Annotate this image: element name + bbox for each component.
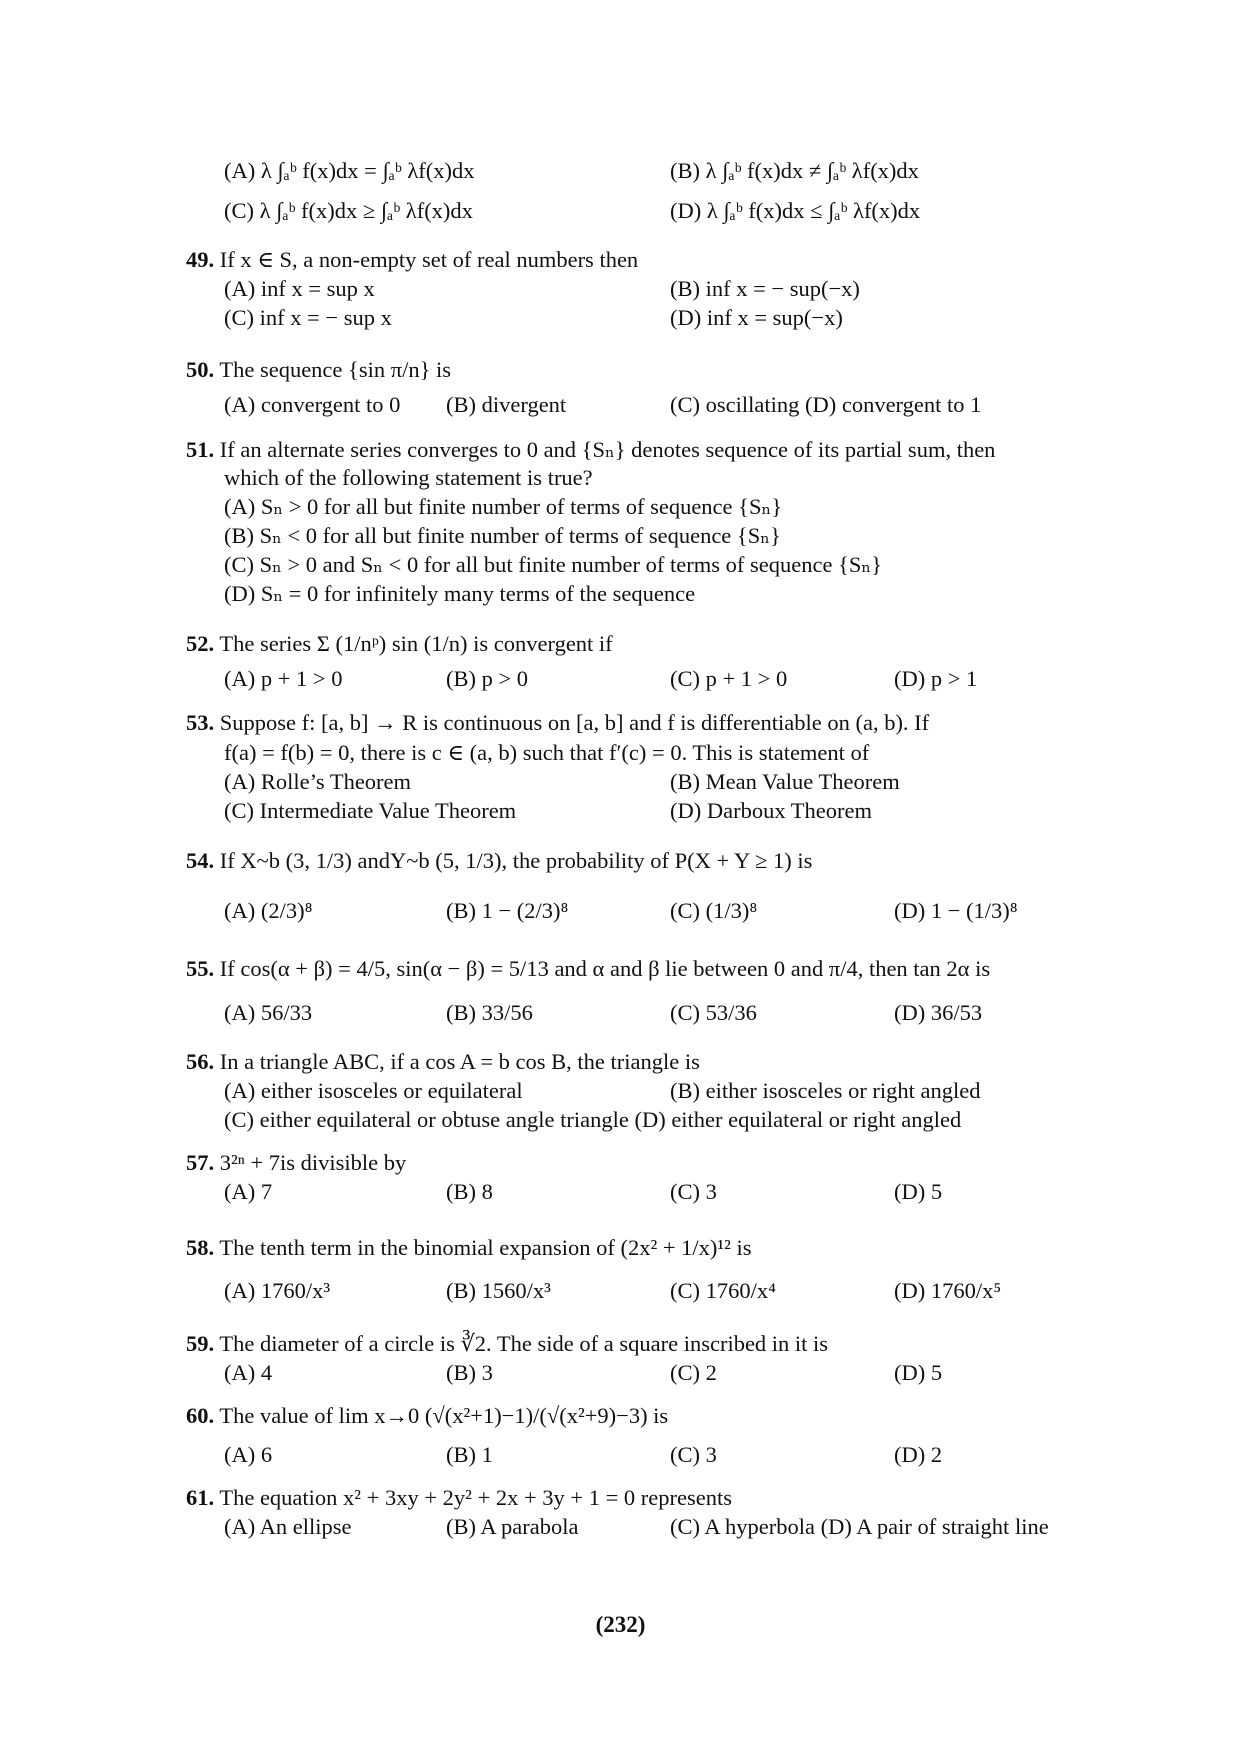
question-57	[186, 1152, 406, 1175]
option-text: (A) 1760/x³	[224, 1278, 331, 1303]
option-text: (A) Rolle’s Theorem	[224, 769, 412, 794]
option-text: (B) A parabola	[446, 1514, 579, 1539]
option-line-48: (B) λ ∫ₐᵇ f(x)dx ≠ ∫ₐᵇ λf(x)dx	[670, 158, 919, 183]
question-stem: The value of lim x→0 (√(x²+1)−1)/(√(x²+9)−3) is	[214, 1403, 669, 1428]
option-text: (C) 2	[670, 1360, 717, 1385]
option-text: (A) 4	[224, 1360, 273, 1385]
question-stem: The series Σ (1/nᵖ) sin (1/n) is convergent if	[214, 631, 613, 656]
option-text: (A) 56/33	[224, 1000, 313, 1025]
question-number: 57.	[186, 1150, 215, 1175]
question-number: 61.	[186, 1485, 215, 1510]
question-61	[186, 1487, 732, 1510]
question-number: 52.	[186, 631, 215, 656]
option-text: (C) A hyperbola (D) A pair of straight line	[670, 1514, 1049, 1539]
question-stem: If an alternate series converges to 0 and {Sₙ} denotes sequence of its partial sum, then	[214, 437, 996, 462]
option-text: (C) 53/36	[670, 1000, 757, 1025]
question-number: 56.	[186, 1049, 215, 1074]
option-text: (D) 36/53	[894, 1000, 983, 1025]
question-stem: If X~b (3, 1/3) andY~b (5, 1/3), the probability of P(X + Y ≥ 1) is	[214, 848, 813, 873]
option-text: which of the following statement is true?	[224, 465, 593, 490]
option-text: (B) 33/56	[446, 1000, 533, 1025]
option-text: (C) oscillating (D) convergent to 1	[670, 392, 982, 417]
option-text: (D) Sₙ = 0 for infinitely many terms of the sequence	[224, 581, 696, 606]
option-text: (A) 7	[224, 1179, 273, 1204]
option-text: (D) Darboux Theorem	[670, 798, 873, 823]
option-text: (A) inf x = sup x	[224, 276, 375, 301]
option-text: (B) 8	[446, 1179, 493, 1204]
question-stem: 3²ⁿ + 7is divisible by	[214, 1150, 407, 1175]
option-text: (D) 1760/x⁵	[894, 1278, 1002, 1303]
option-text: (B) 1 − (2/3)⁸	[446, 898, 569, 923]
question-number: 53.	[186, 710, 215, 735]
page-number: (232)	[595, 1612, 646, 1637]
question-stem: The diameter of a circle is ∛2. The side of a square inscribed in it is	[214, 1331, 829, 1356]
question-50	[186, 359, 451, 382]
option-text: (A) 6	[224, 1442, 273, 1467]
option-text: (C) 1760/x⁴	[670, 1278, 776, 1303]
question-51	[186, 439, 995, 462]
question-56	[186, 1051, 700, 1074]
question-number: 55.	[186, 956, 215, 981]
question-59	[186, 1333, 828, 1356]
question-53	[186, 712, 929, 735]
option-text: (D) inf x = sup(−x)	[670, 305, 843, 330]
question-stem: In a triangle ABC, if a cos A = b cos B, the triangle is	[214, 1049, 700, 1074]
option-text: (B) either isosceles or right angled	[670, 1078, 981, 1103]
question-stem: The sequence {sin π/n} is	[214, 357, 452, 382]
question-49	[186, 249, 638, 272]
option-text: (B) Mean Value Theorem	[670, 769, 900, 794]
option-text: (A) either isosceles or equilateral	[224, 1078, 523, 1103]
question-number: 49.	[186, 247, 215, 272]
option-text: (A) p + 1 > 0	[224, 666, 343, 691]
option-text: (C) either equilateral or obtuse angle triangle (D) either equilateral or right angled	[224, 1107, 962, 1132]
option-line-48: (D) λ ∫ₐᵇ f(x)dx ≤ ∫ₐᵇ λf(x)dx	[670, 198, 921, 223]
option-text: (D) 5	[894, 1360, 943, 1385]
option-text: (C) Intermediate Value Theorem	[224, 798, 517, 823]
question-55	[186, 958, 990, 981]
option-text: (D) 5	[894, 1179, 943, 1204]
question-58	[186, 1237, 752, 1260]
option-line-48: (A) λ ∫ₐᵇ f(x)dx = ∫ₐᵇ λf(x)dx	[224, 158, 475, 183]
question-number: 59.	[186, 1331, 215, 1356]
question-stem: The equation x² + 3xy + 2y² + 2x + 3y + 1 = 0 represents	[214, 1485, 733, 1510]
question-number: 51.	[186, 437, 215, 462]
question-54	[186, 850, 812, 873]
question-60	[186, 1405, 668, 1428]
option-text: (D) 1 − (1/3)⁸	[894, 898, 1018, 923]
question-number: 54.	[186, 848, 215, 873]
question-number: 50.	[186, 357, 215, 382]
option-text: (D) p > 1	[894, 666, 978, 691]
option-text: (A) convergent to 0	[224, 392, 401, 417]
question-52	[186, 633, 613, 656]
option-text: f(a) = f(b) = 0, there is c ∈ (a, b) such that f′(c) = 0. This is statement of	[224, 740, 870, 765]
option-line-48: (C) λ ∫ₐᵇ f(x)dx ≥ ∫ₐᵇ λf(x)dx	[224, 198, 473, 223]
option-text: (B) divergent	[446, 392, 567, 417]
question-number: 58.	[186, 1235, 215, 1260]
option-text: (A) Sₙ > 0 for all but finite number of terms of sequence {Sₙ}	[224, 494, 783, 519]
option-text: (B) 3	[446, 1360, 493, 1385]
option-text: (B) inf x = − sup(−x)	[670, 276, 860, 301]
option-text: (C) inf x = − sup x	[224, 305, 392, 330]
option-text: (C) 3	[670, 1179, 717, 1204]
question-stem: Suppose f: [a, b] → R is continuous on [a, b] and f is differentiable on (a, b). If	[214, 710, 930, 735]
option-text: (D) 2	[894, 1442, 943, 1467]
option-text: (B) 1560/x³	[446, 1278, 551, 1303]
question-stem: If cos(α + β) = 4/5, sin(α − β) = 5/13 and α and β lie between 0 and π/4, then tan 2α is	[214, 956, 991, 981]
option-text: (C) 3	[670, 1442, 717, 1467]
question-stem: If x ∈ S, a non-empty set of real numbers then	[214, 247, 639, 272]
option-text: (C) Sₙ > 0 and Sₙ < 0 for all but finite number of terms of sequence {Sₙ}	[224, 552, 882, 577]
option-text: (A) An ellipse	[224, 1514, 352, 1539]
question-stem: The tenth term in the binomial expansion of (2x² + 1/x)¹² is	[214, 1235, 752, 1260]
question-number: 60.	[186, 1403, 215, 1428]
option-text: (C) p + 1 > 0	[670, 666, 788, 691]
option-text: (A) (2/3)⁸	[224, 898, 313, 923]
option-text: (B) 1	[446, 1442, 493, 1467]
option-text: (B) Sₙ < 0 for all but finite number of terms of sequence {Sₙ}	[224, 523, 781, 548]
option-text: (C) (1/3)⁸	[670, 898, 758, 923]
option-text: (B) p > 0	[446, 666, 529, 691]
